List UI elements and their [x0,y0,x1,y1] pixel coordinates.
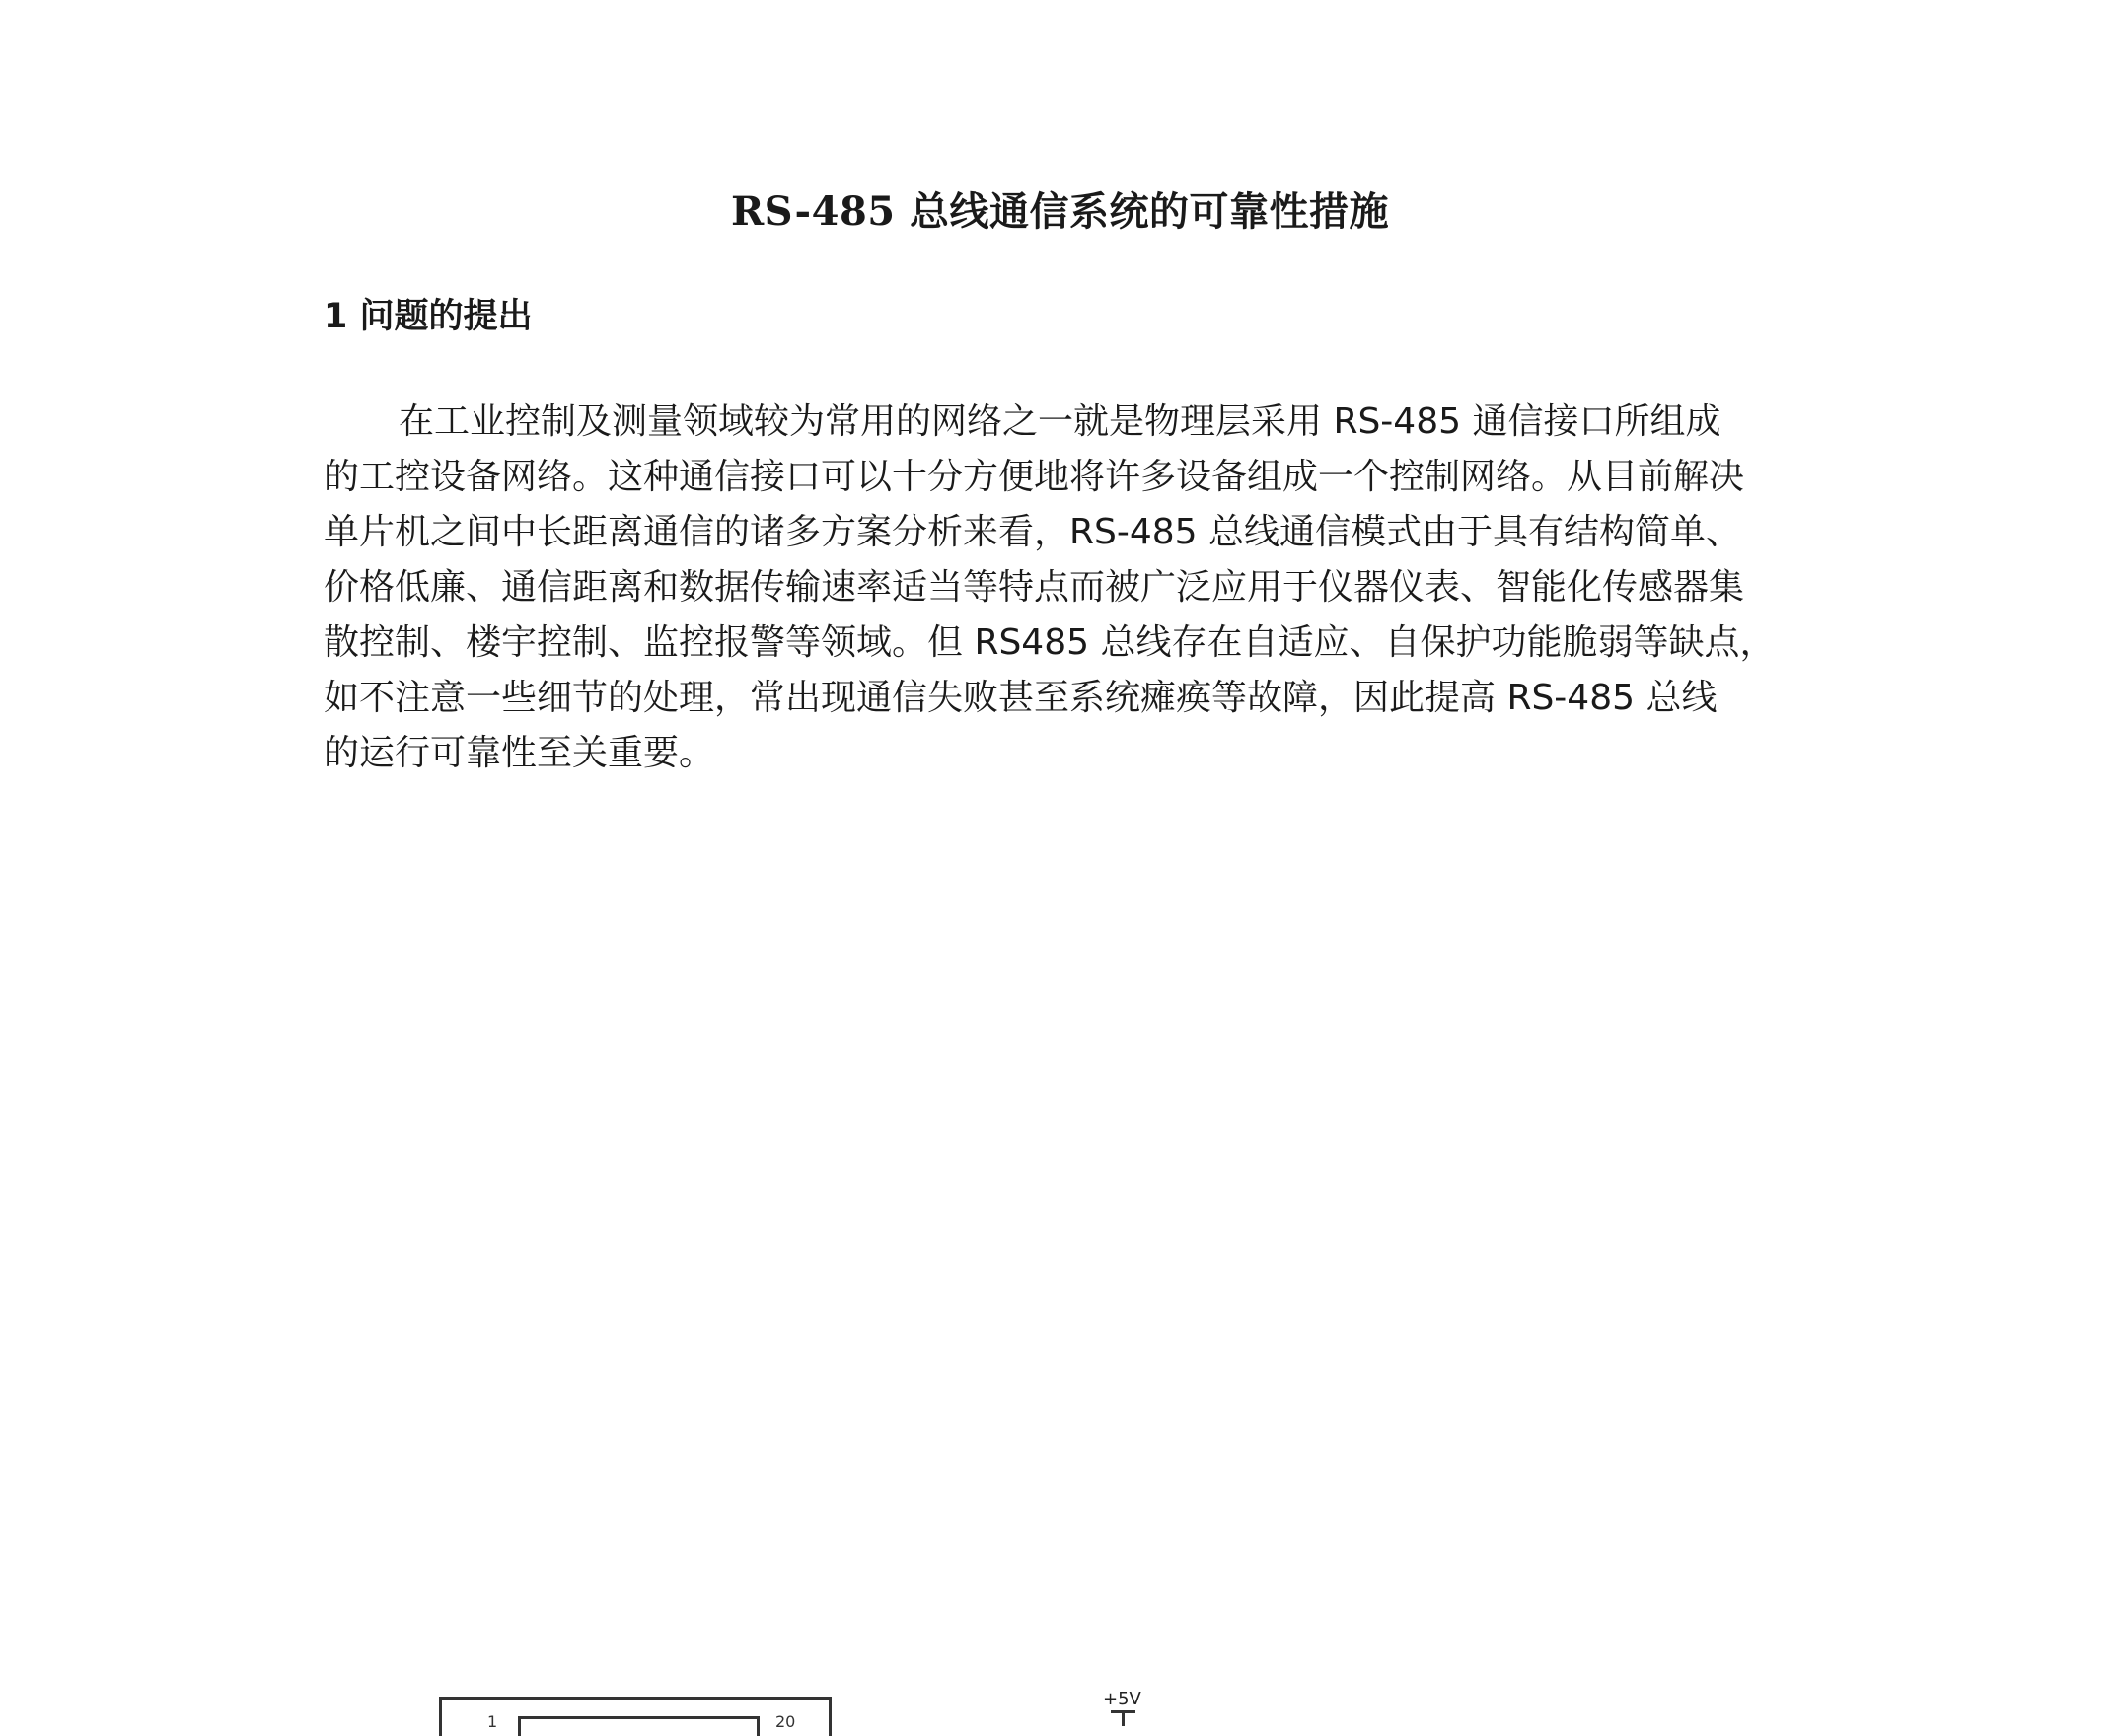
paragraph-line: 在工业控制及测量领域较为常用的网络之一就是物理层采用 RS-485 通信接口所组成 [399,401,1721,442]
supply-voltage-label: +5V [1103,1689,1141,1709]
chip-inner-box [518,1716,760,1736]
document-title: RS-485 总线通信系统的可靠性措施 [730,188,1390,235]
circuit-figure [0,838,2120,1731]
paragraph-line: 的运行可靠性至关重要。 [324,733,715,773]
supply-wire [1122,1710,1125,1726]
section-heading: 1 问题的提出 [324,297,533,336]
paragraph-line: 单片机之间中长距离通信的诸多方案分析来看，RS-485 总线通信模式由于具有结构简单、 [324,512,1742,552]
paragraph-line: 散控制、楼宇控制、监控报警等领域。但 RS485 总线存在自适应、自保护功能脆弱等缺点， [324,622,1776,663]
paragraph-line: 如不注意一些细节的处理，常出现通信失败甚至系统瘫痪等故障，因此提高 RS-485 总线 [324,678,1718,718]
pin-label-left: 1 [487,1712,498,1731]
body-paragraph [324,395,1803,781]
paragraph-line: 的工控设备网络。这种通信接口可以十分方便地将许多设备组成一个控制网络。从目前解决 [324,457,1745,497]
paragraph-line: 价格低廉、通信距离和数据传输速率适当等特点而被广泛应用于仪器仪表、智能化传感器集 [324,567,1745,608]
pin-label-right: 20 [775,1712,796,1731]
